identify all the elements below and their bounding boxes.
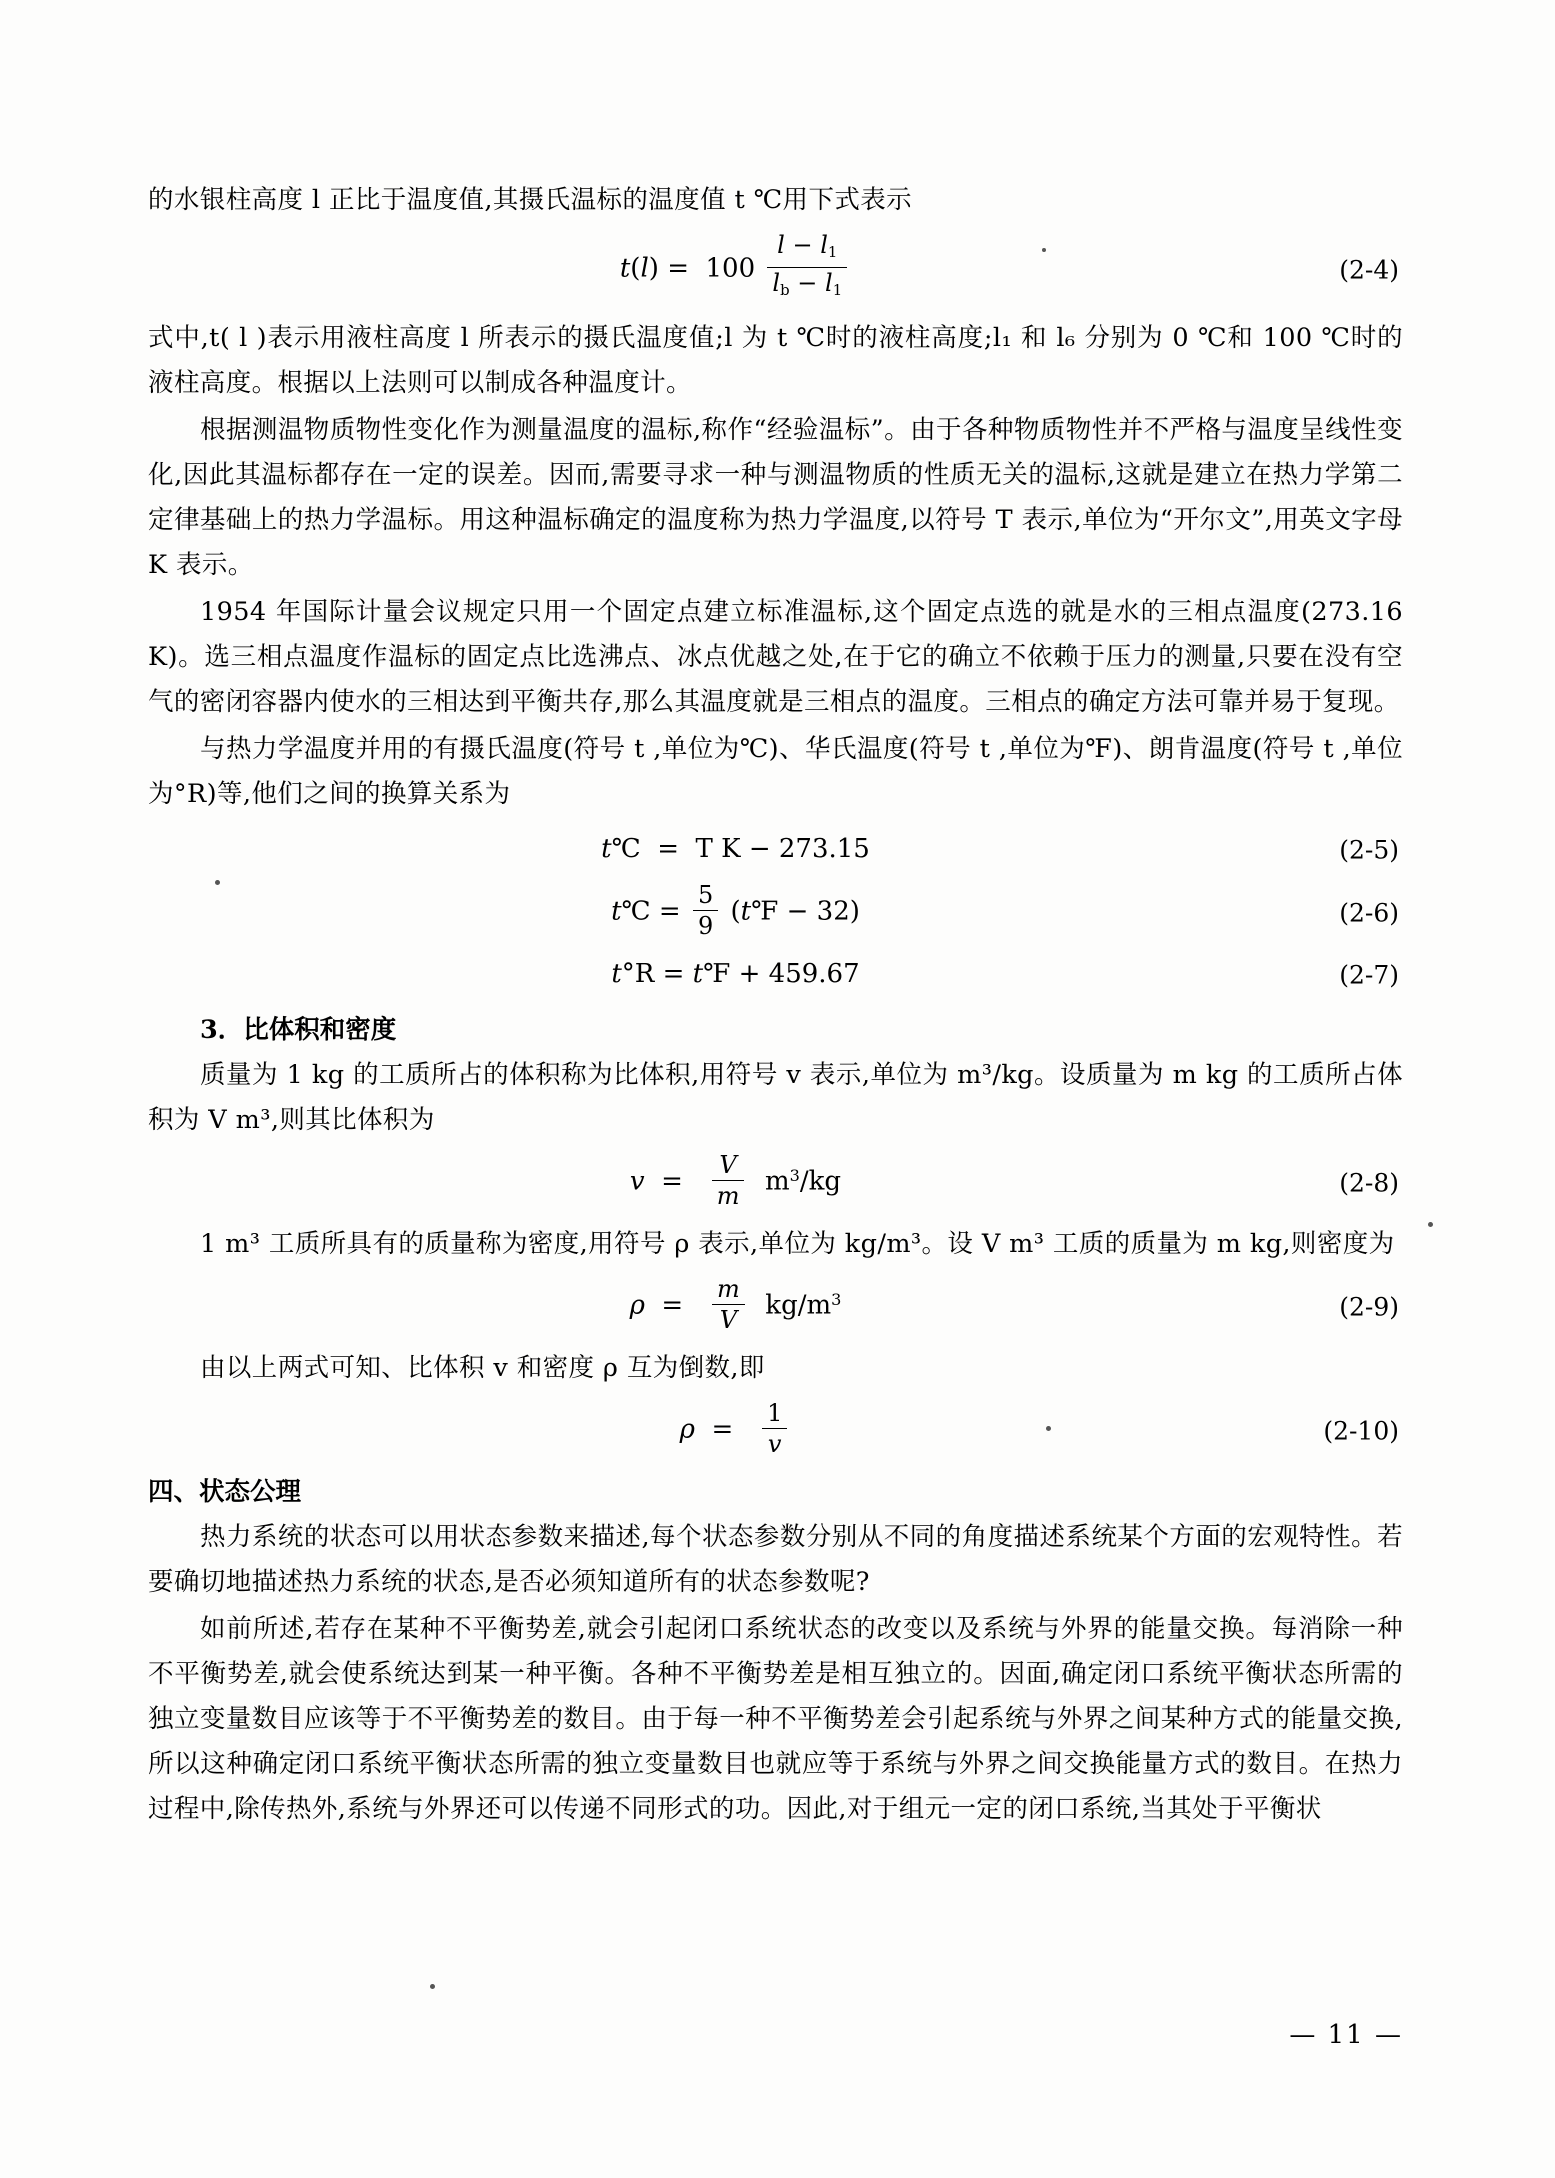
- equation-2-6: [148, 883, 1403, 942]
- equation-2-9: [148, 1277, 1403, 1336]
- equation-2-8-number: (2-8): [1339, 1168, 1399, 1198]
- paragraph-5: 与热力学温度并用的有摄氏温度(符号 t ,单位为℃)、华氏温度(符号 t ,单位为℉)、朗肯温度(符号 t ,单位为°R)等,他们之间的换算关系为: [148, 734, 1403, 810]
- paragraph-2: 式中,t( l )表示用液柱高度 l 所表示的摄氏温度值;l 为 t ℃时的液柱高度;l₁ 和 l₆ 分别为 0 ℃和 100 ℃时的液柱高度。根据以上法则可以制成各种温度计。: [148, 323, 1404, 399]
- equation-2-5-number: (2-5): [1339, 835, 1399, 865]
- equation-2-6-number: (2-6): [1339, 898, 1399, 928]
- equation-2-8-body: v = $\frac{V}{m}$ $m^3/kg$: [629, 1151, 842, 1211]
- equation-2-10-body: ρ = $\frac{1}{v}$: [148, 1401, 1403, 1460]
- equation-2-7-number: (2-7): [1339, 960, 1399, 990]
- paragraph-1: 的水银柱高度 l 正比于温度值,其摄氏温标的温度值 t ℃用下式表示: [148, 185, 913, 215]
- equation-2-8: [148, 1153, 1403, 1212]
- paragraph-9: 热力系统的状态可以用状态参数来描述,每个状态参数分别从不同的角度描述系统某个方面的宏观特性。若要确切地描述热力系统的状态,是否必须知道所有的状态参数呢?: [148, 1522, 1403, 1598]
- equation-2-9-number: (2-9): [1339, 1292, 1399, 1322]
- scan-speck: [1042, 248, 1046, 252]
- equation-2-9-body: ρ = $\frac{m}{V}$ $kg/m^3$: [629, 1275, 842, 1335]
- page-number: — 11 —: [1289, 2020, 1403, 2050]
- paragraph-6: 质量为 1 kg 的工质所占的体积称为比体积,用符号 v 表示,单位为 m³/kg。设质量为 m kg 的工质所占体积为 V m³,则其比体积为: [148, 1060, 1403, 1136]
- scan-speck: [1046, 1426, 1051, 1431]
- equation-2-10: [148, 1401, 1403, 1460]
- paragraph-3: 根据测温物质物性变化作为测量温度的温标,称作“经验温标”。由于各种物质物性并不严格与温度呈线性变化,因此其温标都存在一定的误差。因而,需要寻求一种与测温物质的性质无关的温标,这就是建立在热力学第二定律基础上的热力学温标。用这种温标确定的温度称为热力学温度,以符号 T 表示,单位为“开尔文”,用英文字母 K 表示。: [148, 415, 1403, 581]
- equation-2-7-body: t°R = t℉ + 459.67: [611, 959, 860, 990]
- section-heading-3: 3．比体积和密度: [200, 1015, 397, 1046]
- equation-2-5: [148, 827, 1403, 873]
- scan-speck: [215, 880, 220, 885]
- equation-2-6-body: t℃ = $\frac{5}{9}$ (t℉ − 32): [611, 881, 860, 941]
- equation-2-4-number: (2-4): [1339, 255, 1399, 285]
- equation-2-4: [148, 233, 1403, 306]
- paragraph-7: 1 m³ 工质所具有的质量称为密度,用符号 ρ 表示,单位为 kg/m³。设 V m³ 工质的质量为 m kg,则密度为: [200, 1229, 1395, 1260]
- scan-speck: [430, 1984, 435, 1989]
- section-heading-4: 四、状态公理: [148, 1477, 302, 1508]
- equation-2-5-body: t℃ = T K − 273.15: [601, 834, 870, 865]
- paragraph-8: 由以上两式可知、比体积 v 和密度 ρ 互为倒数,即: [200, 1353, 765, 1384]
- scan-speck: [1428, 1222, 1433, 1227]
- paragraph-10: 如前所述,若存在某种不平衡势差,就会引起闭口系统状态的改变以及系统与外界的能量交换。每消除一种不平衡势差,就会使系统达到某一种平衡。各种不平衡势差是相互独立的。因面,确定闭口系统平衡状态所需的独立变量数目应该等于不平衡势差的数目。由于每一种不平衡势差会引起系统与外界之间某种方式的能量交换,所以这种确定闭口系统平衡状态所需的独立变量数目也就应等于系统与外界之间交换能量方式的数目。在热力过程中,除传热外,系统与外界还可以传递不同形式的功。因此,对于组元一定的闭口系统,当其处于平衡状: [148, 1614, 1403, 1825]
- page-body: [148, 178, 1403, 1834]
- equation-2-7: [148, 952, 1403, 998]
- equation-2-4-body: t(l) = 100 $\frac{l - l_1}{l_b - l_1}$: [148, 233, 1403, 306]
- paragraph-4: 1954 年国际计量会议规定只用一个固定点建立标准温标,这个固定点选的就是水的三相点温度(273.16 K)。选三相点温度作温标的固定点比选沸点、冰点优越之处,在于它的确立不依赖于压力的测量,只要在没有空气的密闭容器内使水的三相达到平衡共存,那么其温度就是三相点的温度。三相点的确定方法可靠并易于复现。: [148, 597, 1403, 718]
- equation-2-10-number: (2-10): [1323, 1416, 1399, 1446]
